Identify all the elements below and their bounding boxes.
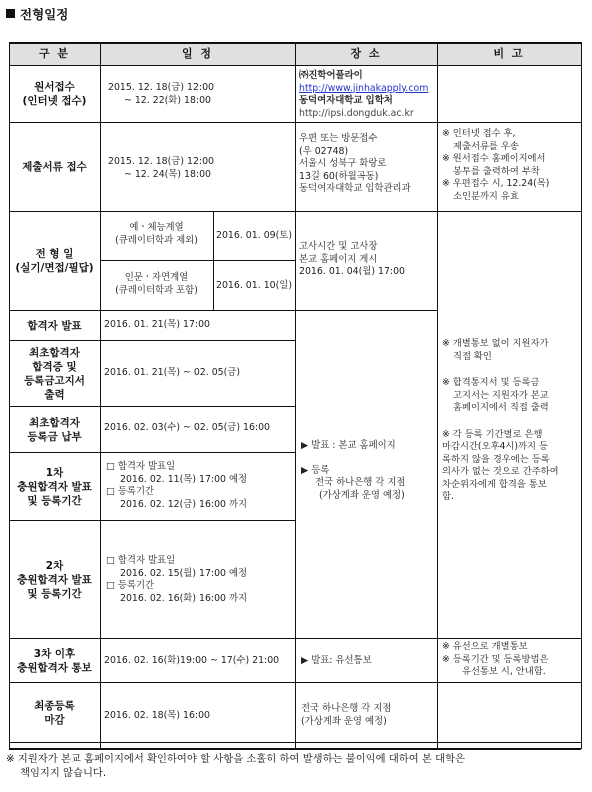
row-add3-schedule: 2016. 02. 16(화)19:00 ~ 17(수) 21:00: [104, 655, 280, 666]
row-pass-category: 합격자 발표: [27, 319, 82, 332]
row-add3-note: ※ 유선으로 개별통보 ※ 등록기간 및 등록방법은 유선통보 시, 안내함.: [442, 641, 549, 677]
row-docs-category: 제출서류 접수: [22, 161, 87, 173]
row-last-schedule: 2016. 02. 18(목) 16:00: [104, 710, 211, 721]
row-final-schedule: 2016. 01. 21(목) ~ 02. 05(금): [104, 367, 241, 378]
row-add2-schedule: □ 합격자 발표일 2016. 02. 15(월) 17:00 예정 □ 등록기간 2016. 02. 16(화) 16:00 까지: [106, 555, 248, 604]
row-exam-sub1-date: 2016. 01. 09(토): [215, 230, 292, 241]
row-final-category: 최초합격자 합격증 및 등록금고지서 출력: [24, 346, 85, 401]
header-note: 비 고: [493, 47, 525, 60]
row-docs-schedule: 2015. 12. 18(금) 12:00 ~ 12. 24(목) 18:00: [108, 156, 215, 180]
square-bullet-icon: [6, 9, 15, 18]
footnote: ※ 지원자가 본교 홈페이지에서 확인하여야 할 사항을 소홀히 하여 발생하는 불이익에 대하여 본 대학은 책임지지 않습니다.: [6, 753, 465, 779]
row-add1-schedule: □ 합격자 발표일 2016. 02. 11(목) 17:00 예정 □ 등록기간 2016. 02. 12(금) 16:00 까지: [106, 461, 248, 510]
merged-place: ▶ 발표 : 본교 홈페이지 ▶ 등록 전국 하나은행 각 지점 (가상계좌 운영 예정): [301, 440, 406, 501]
row-exam-place: 고사시간 및 고사장 본교 홈페이지 게시 2016. 01. 04(월) 17:00: [299, 241, 406, 277]
row-add3-category: 3차 이후 충원합격자 통보: [17, 647, 92, 674]
row-exam-sub2-label: 인문ㆍ자연계열 (큐레이터학과 포함): [115, 272, 198, 296]
row-final-pay-category: 최초합격자 등록금 납부: [27, 416, 82, 443]
row-apply-schedule: 2015. 12. 18(금) 12:00 ~ 12. 22(화) 18:00: [108, 82, 215, 106]
row-add1-category: 1차 충원합격자 발표 및 등록기간: [17, 466, 92, 507]
section-title-text: 전형일정: [20, 7, 69, 22]
row-pass-schedule: 2016. 01. 21(목) 17:00: [104, 319, 211, 330]
section-title: [6, 5, 68, 23]
ipsi-dongduk-link[interactable]: http://ipsi.dongduk.ac.kr: [299, 107, 414, 119]
row-docs-place: 우편 또는 방문접수 (우 02748) 서울시 성북구 화랑로 13길 60(하월곡동) 동덕여자대학교 입학관리과: [299, 133, 411, 194]
row-exam-category: 전 형 일 (실기/면접/필답): [15, 248, 94, 274]
merged-note: ※ 개별통보 없이 지원자가 직접 확인 ※ 합격통지서 및 등록금 고지서는 지원자가 본교 홈페이지에서 직접 출력 ※ 각 등록 기간별로 은행 마감시간(오후4시)까지 등 록하지 않을 경우에는 등록 의사가 없는 것으로 간주하여 차순위자에게 합격을 통보 함.: [442, 338, 559, 502]
row-exam-sub2-date: 2016. 01. 10(일): [215, 280, 292, 291]
header-schedule: 일 정: [181, 47, 214, 60]
row-exam-sub1-label: 예ㆍ체능계열 (큐레이터학과 제외): [115, 222, 198, 246]
jinhakapply-link[interactable]: http://www.jinhakapply.com: [299, 82, 429, 94]
header-place: 장 소: [350, 47, 382, 60]
row-add3-place: ▶ 발표: 유선통보: [301, 655, 372, 666]
row-apply-category: 원서접수 (인터넷 접수): [22, 81, 87, 107]
row-apply-place: ㈜진학어플라이 http://www.jinhakapply.com 동덕여자대학교 입학처 http://ipsi.dongduk.ac.kr: [299, 70, 437, 120]
row-final-pay-schedule: 2016. 02. 03(수) ~ 02. 05(금) 16:00: [104, 422, 271, 433]
row-add2-category: 2차 충원합격자 발표 및 등록기간: [17, 559, 92, 600]
header-category: 구 분: [38, 47, 71, 60]
row-docs-note: ※ 인터넷 접수 후, 제출서류를 우송 ※ 원서접수 홈페이지에서 봉투를 출력하여 부착 ※ 우편접수 시, 12.24(목) 소인분까지 유효: [442, 128, 550, 202]
row-last-category: 최종등록 마감: [34, 699, 75, 726]
row-last-place: 전국 하나은행 각 지점 (가상계좌 운영 예정): [301, 703, 392, 727]
